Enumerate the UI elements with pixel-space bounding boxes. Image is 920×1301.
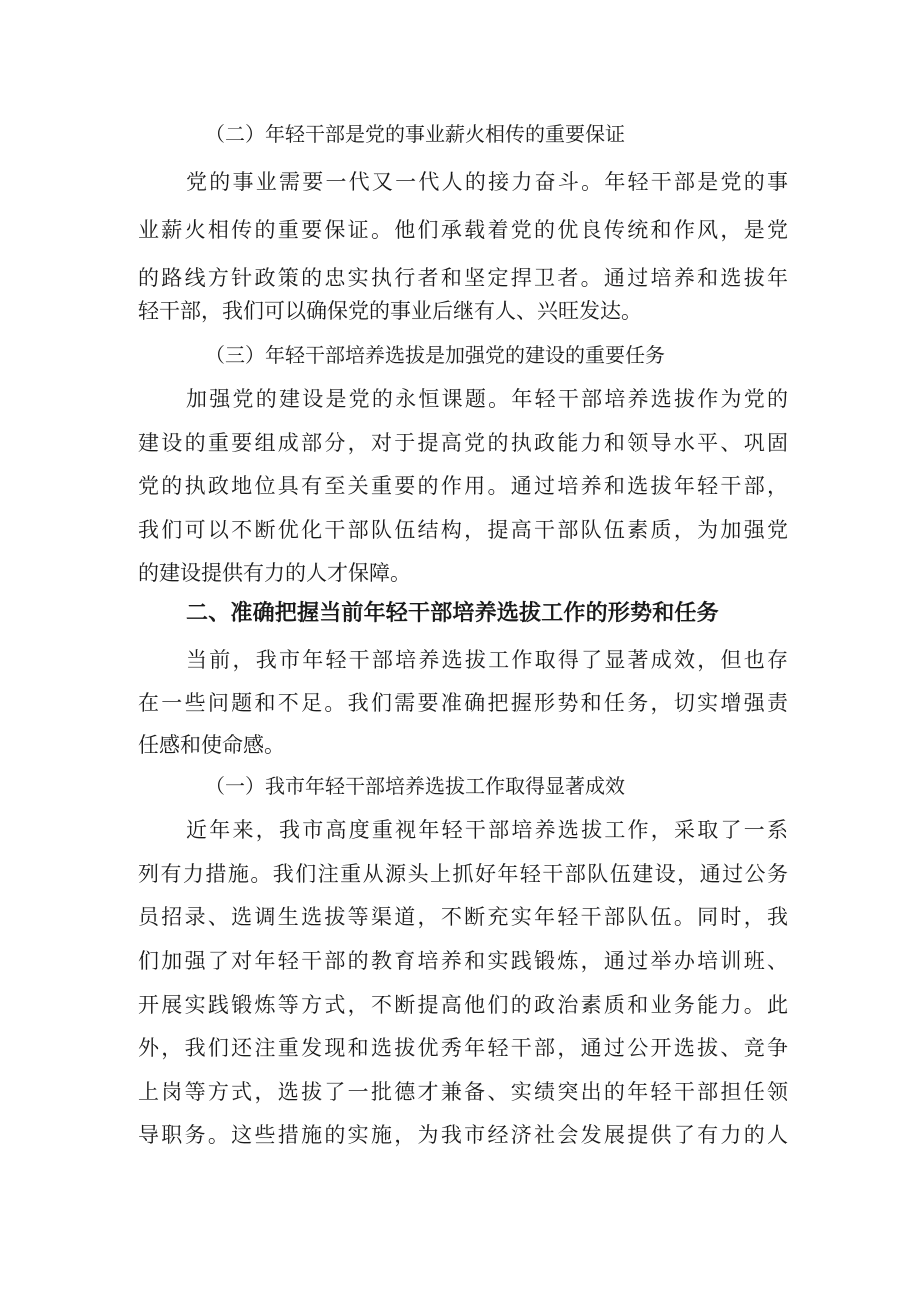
paragraph-line: 的路线方针政策的忠实执行者和坚定捍卫者。通过培养和选拔年 <box>138 266 788 290</box>
paragraph-line: 在一些问题和不足。我们需要准确把握形势和任务，切实增强责 <box>138 691 788 715</box>
paragraph-line: 我们可以不断优化干部队伍结构，提高干部队伍素质，为加强党 <box>138 518 788 542</box>
paragraph-line: 上岗等方式，选拔了一批德才兼备、实绩突出的年轻干部担任领 <box>138 1080 788 1104</box>
paragraph-line: 开展实践锻炼等方式，不断提高他们的政治素质和业务能力。此 <box>138 993 788 1017</box>
sub-heading-2: （二）年轻干部是党的事业薪火相传的重要保证 <box>205 122 625 146</box>
paragraph-line: 的建设提供有力的人才保障。 <box>138 561 411 585</box>
paragraph-line: 党的执政地位具有至关重要的作用。通过培养和选拔年轻干部， <box>138 474 788 498</box>
section-heading: 二、准确把握当前年轻干部培养选拔工作的形势和任务 <box>186 601 719 626</box>
sub-heading-3: （三）年轻干部培养选拔是加强党的建设的重要任务 <box>205 343 665 367</box>
paragraph-line: 轻干部，我们可以确保党的事业后继有人、兴旺发达。 <box>138 299 642 323</box>
paragraph-line: 业薪火相传的重要保证。他们承载着党的优良传统和作风，是党 <box>138 218 788 242</box>
paragraph-line: 建设的重要组成部分，对于提高党的执政能力和领导水平、巩固 <box>138 431 788 455</box>
paragraph-line: 们加强了对年轻干部的教育培养和实践锻炼，通过举办培训班、 <box>138 949 788 973</box>
paragraph-line: 列有力措施。我们注重从源头上抓好年轻干部队伍建设，通过公务 <box>138 862 788 886</box>
paragraph-line: 导职务。这些措施的实施，为我市经济社会发展提供了有力的人 <box>138 1123 788 1147</box>
paragraph-line: 任感和使命感。 <box>138 733 285 757</box>
sub-heading-1: （一）我市年轻干部培养选拔工作取得显著成效 <box>205 774 625 798</box>
paragraph-line: 外，我们还注重发现和选拔优秀年轻干部，通过公开选拔、竞争 <box>138 1036 788 1060</box>
paragraph-line: 近年来，我市高度重视年轻干部培养选拔工作，采取了一系 <box>186 818 788 842</box>
paragraph-line: 员招录、选调生选拔等渠道，不断充实年轻干部队伍。同时，我 <box>138 905 788 929</box>
paragraph-line: 当前，我市年轻干部培养选拔工作取得了显著成效，但也存 <box>186 648 788 672</box>
paragraph-line: 加强党的建设是党的永恒课题。年轻干部培养选拔作为党的 <box>186 387 788 411</box>
paragraph-line: 党的事业需要一代又一代人的接力奋斗。年轻干部是党的事 <box>186 170 788 194</box>
